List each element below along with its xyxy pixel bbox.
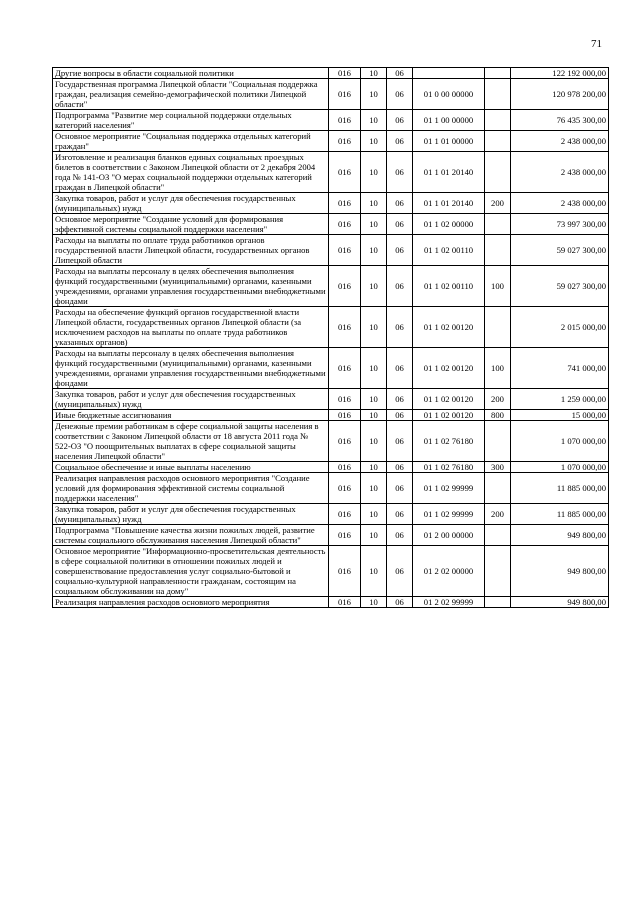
row-target-article-cell: 01 2 02 00000 — [413, 546, 485, 597]
row-name-cell: Основное мероприятие "Социальная поддержка отдельных категорий граждан" — [53, 131, 329, 152]
row-target-article-cell: 01 1 02 00120 — [413, 410, 485, 421]
row-ved-cell: 016 — [329, 307, 361, 348]
row-target-article-cell: 01 1 01 20140 — [413, 152, 485, 193]
row-expense-type-cell: 200 — [485, 389, 511, 410]
row-subsection-cell: 06 — [387, 462, 413, 473]
row-ved-cell: 016 — [329, 235, 361, 266]
row-subsection-cell: 06 — [387, 389, 413, 410]
row-target-article-cell: 01 1 02 99999 — [413, 504, 485, 525]
row-target-article-cell: 01 1 01 00000 — [413, 131, 485, 152]
table-row — [53, 504, 609, 525]
row-section-cell: 10 — [361, 68, 387, 79]
row-target-article-cell: 01 1 01 20140 — [413, 193, 485, 214]
row-target-article-cell: 01 0 00 00000 — [413, 79, 485, 110]
row-name-cell: Социальное обеспечение и иные выплаты населению — [53, 462, 329, 473]
row-target-article-cell: 01 1 02 99999 — [413, 473, 485, 504]
row-section-cell: 10 — [361, 79, 387, 110]
row-section-cell: 10 — [361, 307, 387, 348]
row-name-cell: Изготовление и реализация бланков единых социальных проездных билетов в соответствии с Законом Липецкой области от 2 декабря 2004 года № 141-ОЗ "О мерах социальной поддержки отдельных категорий граждан в Липецкой области" — [53, 152, 329, 193]
row-expense-type-cell — [485, 131, 511, 152]
row-sum-cell: 59 027 300,00 — [511, 266, 609, 307]
row-name-cell: Закупка товаров, работ и услуг для обеспечения государственных (муниципальных) нужд — [53, 193, 329, 214]
row-subsection-cell: 06 — [387, 504, 413, 525]
row-subsection-cell: 06 — [387, 152, 413, 193]
row-ved-cell: 016 — [329, 410, 361, 421]
row-ved-cell: 016 — [329, 110, 361, 131]
table-row — [53, 410, 609, 421]
row-ved-cell: 016 — [329, 546, 361, 597]
row-name-cell: Денежные премии работникам в сфере социальной защиты населения в соответствии с Законом Липецкой области от 18 августа 2011 года № 522-ОЗ "О поощрительных выплатах в сфере социальной защиты населения Липецкой области" — [53, 421, 329, 462]
row-section-cell: 10 — [361, 410, 387, 421]
budget-table — [52, 67, 609, 608]
row-ved-cell: 016 — [329, 462, 361, 473]
row-sum-cell: 949 800,00 — [511, 546, 609, 597]
table-row — [53, 193, 609, 214]
row-target-article-cell: 01 1 02 00120 — [413, 307, 485, 348]
row-subsection-cell: 06 — [387, 110, 413, 131]
row-ved-cell: 016 — [329, 266, 361, 307]
row-ved-cell: 016 — [329, 421, 361, 462]
row-name-cell: Реализация направления расходов основного мероприятия "Создание условий для формирования эффективной системы социальной поддержки населения" — [53, 473, 329, 504]
row-subsection-cell: 06 — [387, 348, 413, 389]
table-row — [53, 266, 609, 307]
row-ved-cell: 016 — [329, 348, 361, 389]
row-ved-cell: 016 — [329, 597, 361, 608]
row-sum-cell: 1 070 000,00 — [511, 421, 609, 462]
row-expense-type-cell — [485, 68, 511, 79]
table-row — [53, 214, 609, 235]
row-section-cell: 10 — [361, 525, 387, 546]
row-sum-cell: 741 000,00 — [511, 348, 609, 389]
row-sum-cell: 1 259 000,00 — [511, 389, 609, 410]
row-expense-type-cell — [485, 473, 511, 504]
row-subsection-cell: 06 — [387, 68, 413, 79]
row-section-cell: 10 — [361, 131, 387, 152]
row-sum-cell: 2 438 000,00 — [511, 131, 609, 152]
row-expense-type-cell — [485, 307, 511, 348]
table-row — [53, 389, 609, 410]
row-sum-cell: 59 027 300,00 — [511, 235, 609, 266]
row-name-cell: Закупка товаров, работ и услуг для обеспечения государственных (муниципальных) нужд — [53, 389, 329, 410]
row-sum-cell: 122 192 000,00 — [511, 68, 609, 79]
row-expense-type-cell — [485, 421, 511, 462]
table-row — [53, 421, 609, 462]
row-target-article-cell: 01 1 02 76180 — [413, 462, 485, 473]
row-section-cell: 10 — [361, 546, 387, 597]
row-ved-cell: 016 — [329, 68, 361, 79]
row-ved-cell: 016 — [329, 79, 361, 110]
page-number: 71 — [591, 38, 602, 50]
row-sum-cell: 949 800,00 — [511, 525, 609, 546]
row-expense-type-cell: 800 — [485, 410, 511, 421]
table-row — [53, 131, 609, 152]
row-expense-type-cell — [485, 546, 511, 597]
table-row — [53, 473, 609, 504]
row-section-cell: 10 — [361, 421, 387, 462]
row-expense-type-cell — [485, 597, 511, 608]
row-target-article-cell: 01 1 02 00120 — [413, 389, 485, 410]
table-row — [53, 546, 609, 597]
row-expense-type-cell — [485, 79, 511, 110]
row-expense-type-cell: 200 — [485, 193, 511, 214]
row-section-cell: 10 — [361, 214, 387, 235]
row-ved-cell: 016 — [329, 131, 361, 152]
row-target-article-cell: 01 1 02 76180 — [413, 421, 485, 462]
row-subsection-cell: 06 — [387, 525, 413, 546]
row-name-cell: Закупка товаров, работ и услуг для обеспечения государственных (муниципальных) нужд — [53, 504, 329, 525]
table-row — [53, 525, 609, 546]
row-ved-cell: 016 — [329, 525, 361, 546]
row-target-article-cell: 01 1 02 00120 — [413, 348, 485, 389]
row-sum-cell: 949 800,00 — [511, 597, 609, 608]
row-name-cell: Расходы на выплаты персоналу в целях обеспечения выполнения функций государственными (муниципальными) органами, казенными учреждениями, органами управления государственными внебюджетными фондами — [53, 266, 329, 307]
row-section-cell: 10 — [361, 152, 387, 193]
row-name-cell: Основное мероприятие "Создание условий для формирования эффективной системы социальной поддержки населения" — [53, 214, 329, 235]
row-target-article-cell: 01 1 02 00000 — [413, 214, 485, 235]
row-target-article-cell: 01 1 02 00110 — [413, 235, 485, 266]
table-row — [53, 597, 609, 608]
row-expense-type-cell — [485, 214, 511, 235]
row-sum-cell: 73 997 300,00 — [511, 214, 609, 235]
row-sum-cell: 2 438 000,00 — [511, 193, 609, 214]
row-section-cell: 10 — [361, 597, 387, 608]
row-expense-type-cell — [485, 152, 511, 193]
row-target-article-cell — [413, 68, 485, 79]
row-name-cell: Подпрограмма "Развитие мер социальной поддержки отдельных категорий населения" — [53, 110, 329, 131]
table-row — [53, 235, 609, 266]
row-ved-cell: 016 — [329, 214, 361, 235]
row-sum-cell: 1 070 000,00 — [511, 462, 609, 473]
row-target-article-cell: 01 1 02 00110 — [413, 266, 485, 307]
table-row — [53, 152, 609, 193]
row-name-cell: Другие вопросы в области социальной политики — [53, 68, 329, 79]
row-expense-type-cell — [485, 110, 511, 131]
row-target-article-cell: 01 1 00 00000 — [413, 110, 485, 131]
row-subsection-cell: 06 — [387, 266, 413, 307]
row-sum-cell: 120 978 200,00 — [511, 79, 609, 110]
row-subsection-cell: 06 — [387, 421, 413, 462]
row-expense-type-cell — [485, 525, 511, 546]
row-subsection-cell: 06 — [387, 546, 413, 597]
table-row — [53, 68, 609, 79]
row-ved-cell: 016 — [329, 152, 361, 193]
row-ved-cell: 016 — [329, 193, 361, 214]
row-ved-cell: 016 — [329, 473, 361, 504]
row-target-article-cell: 01 2 02 99999 — [413, 597, 485, 608]
row-expense-type-cell: 300 — [485, 462, 511, 473]
row-section-cell: 10 — [361, 504, 387, 525]
row-section-cell: 10 — [361, 110, 387, 131]
row-expense-type-cell — [485, 235, 511, 266]
table-row — [53, 462, 609, 473]
row-name-cell: Расходы на выплаты по оплате труда работников органов государственной власти Липецкой области, государственных органов Липецкой области — [53, 235, 329, 266]
row-section-cell: 10 — [361, 266, 387, 307]
row-sum-cell: 2 438 000,00 — [511, 152, 609, 193]
row-subsection-cell: 06 — [387, 214, 413, 235]
row-sum-cell: 76 435 300,00 — [511, 110, 609, 131]
row-subsection-cell: 06 — [387, 193, 413, 214]
row-section-cell: 10 — [361, 235, 387, 266]
row-name-cell: Основное мероприятие "Информационно-просветительская деятельность в сфере социальной политики в отношении пожилых людей и совершенствование предоставления услуг социально-бытовой и социально-культурной направленности гражданам, состоящим на социальном обслуживании на дому" — [53, 546, 329, 597]
row-section-cell: 10 — [361, 462, 387, 473]
row-sum-cell: 2 015 000,00 — [511, 307, 609, 348]
row-name-cell: Государственная программа Липецкой области "Социальная поддержка граждан, реализация семейно-демографической политики Липецкой области" — [53, 79, 329, 110]
row-name-cell: Подпрограмма "Повышение качества жизни пожилых людей, развитие системы социального обслуживания населения Липецкой области" — [53, 525, 329, 546]
row-subsection-cell: 06 — [387, 79, 413, 110]
row-expense-type-cell: 200 — [485, 504, 511, 525]
row-section-cell: 10 — [361, 473, 387, 504]
row-name-cell: Реализация направления расходов основного мероприятия — [53, 597, 329, 608]
row-section-cell: 10 — [361, 348, 387, 389]
table-row — [53, 348, 609, 389]
row-section-cell: 10 — [361, 389, 387, 410]
row-sum-cell: 11 885 000,00 — [511, 473, 609, 504]
row-subsection-cell: 06 — [387, 131, 413, 152]
row-expense-type-cell: 100 — [485, 348, 511, 389]
row-subsection-cell: 06 — [387, 473, 413, 504]
row-subsection-cell: 06 — [387, 307, 413, 348]
row-subsection-cell: 06 — [387, 597, 413, 608]
table-row — [53, 79, 609, 110]
row-expense-type-cell: 100 — [485, 266, 511, 307]
row-target-article-cell: 01 2 00 00000 — [413, 525, 485, 546]
row-sum-cell: 15 000,00 — [511, 410, 609, 421]
row-ved-cell: 016 — [329, 504, 361, 525]
row-name-cell: Расходы на обеспечение функций органов государственной власти Липецкой области, государственных органов Липецкой области (за исключением расходов на выплаты по оплате труда работников указанных органов) — [53, 307, 329, 348]
table-row — [53, 307, 609, 348]
row-name-cell: Иные бюджетные ассигнования — [53, 410, 329, 421]
row-subsection-cell: 06 — [387, 235, 413, 266]
row-section-cell: 10 — [361, 193, 387, 214]
table-row — [53, 110, 609, 131]
row-name-cell: Расходы на выплаты персоналу в целях обеспечения выполнения функций государственными (муниципальными) органами, казенными учреждениями, органами управления государственными внебюджетными фондами — [53, 348, 329, 389]
row-ved-cell: 016 — [329, 389, 361, 410]
row-sum-cell: 11 885 000,00 — [511, 504, 609, 525]
row-subsection-cell: 06 — [387, 410, 413, 421]
